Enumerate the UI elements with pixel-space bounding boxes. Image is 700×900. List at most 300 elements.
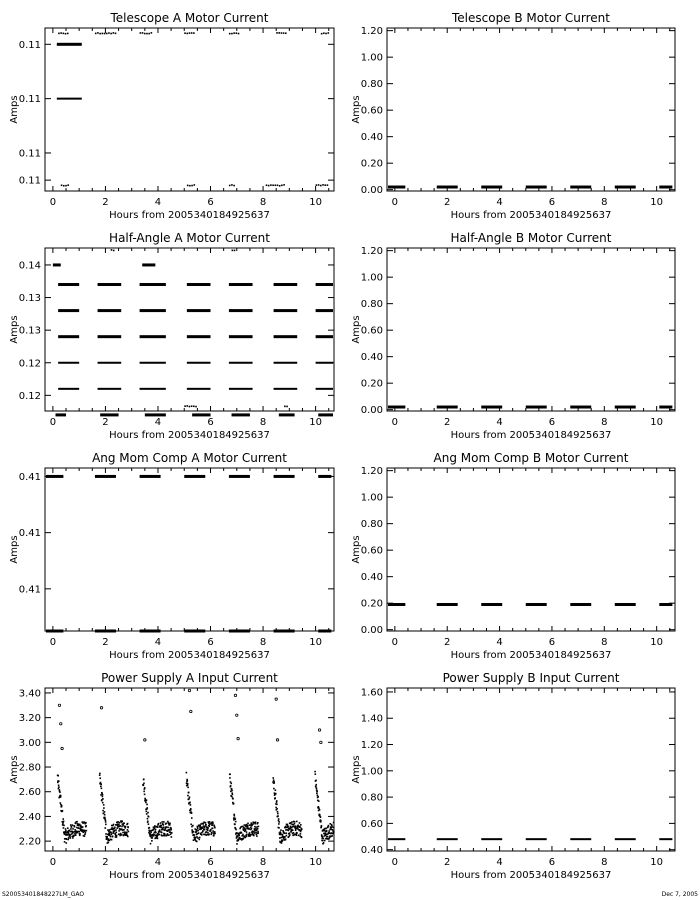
x-tick-label: 10	[650, 197, 664, 208]
data-point	[159, 829, 161, 831]
data-point	[234, 824, 236, 826]
plot-frame	[387, 468, 675, 631]
data-point	[189, 802, 191, 804]
data-point	[145, 802, 147, 804]
x-axis-label: Hours from 2005340184925637	[109, 650, 270, 661]
data-point	[249, 828, 251, 830]
data-point	[233, 803, 235, 805]
x-tick-label: 2	[102, 857, 109, 868]
data-point	[188, 798, 190, 800]
data-point	[254, 823, 256, 825]
data-segment	[615, 406, 636, 409]
x-tick-label: 4	[496, 197, 503, 208]
data-point	[255, 821, 257, 823]
data-point	[234, 250, 236, 252]
x-tick-label: 8	[601, 637, 608, 648]
data-point	[276, 803, 278, 805]
data-point	[67, 839, 69, 841]
data-point	[199, 825, 201, 827]
data-point	[325, 833, 327, 835]
data-point	[327, 184, 329, 186]
data-point	[149, 827, 151, 829]
x-tick-label: 0	[391, 637, 399, 648]
data-point	[158, 823, 160, 825]
x-tick-label: 6	[548, 637, 556, 648]
data-point	[65, 842, 67, 844]
y-tick-label: 3.00	[18, 737, 41, 749]
data-point	[284, 406, 286, 408]
data-point	[189, 185, 191, 187]
data-point	[161, 821, 163, 823]
data-point	[66, 838, 68, 840]
data-point	[209, 821, 211, 823]
data-segment	[659, 603, 672, 606]
data-point	[229, 33, 231, 35]
data-segment	[615, 186, 636, 189]
data-point	[186, 772, 188, 774]
data-point	[203, 823, 205, 825]
x-tick-label: 8	[601, 857, 608, 868]
y-tick-label: 0.12	[18, 358, 41, 370]
data-point	[74, 826, 76, 828]
data-segment	[659, 406, 672, 409]
data-point	[100, 707, 102, 709]
data-point	[163, 835, 165, 837]
data-point	[241, 832, 243, 834]
data-point	[72, 828, 74, 830]
data-point	[168, 834, 170, 836]
data-segment	[274, 283, 298, 286]
data-point	[163, 821, 165, 823]
data-point	[67, 834, 69, 836]
data-point	[245, 836, 247, 838]
data-point	[238, 33, 240, 35]
data-point	[151, 840, 153, 842]
data-point	[282, 840, 284, 842]
data-point	[232, 793, 234, 795]
data-point	[197, 830, 199, 832]
data-point	[287, 824, 289, 826]
data-point	[155, 829, 157, 831]
data-point	[59, 791, 61, 793]
data-point	[287, 826, 289, 828]
x-tick-label: 8	[259, 417, 267, 428]
data-point	[333, 827, 335, 829]
x-axis-label: Hours from 2005340184925637	[109, 210, 270, 221]
data-point	[238, 834, 240, 836]
data-point	[140, 32, 142, 34]
data-segment	[98, 335, 122, 338]
data-segment	[526, 406, 547, 409]
y-axis-label: Amps	[351, 755, 362, 784]
x-tick-label: 0	[391, 197, 399, 208]
x-tick-label: 4	[154, 417, 162, 428]
data-point	[85, 825, 87, 827]
x-tick-label: 8	[601, 197, 608, 208]
data-point	[150, 843, 152, 845]
chart-panel-5	[9, 451, 334, 661]
data-point	[191, 32, 193, 34]
data-point	[165, 823, 167, 825]
data-point	[153, 834, 155, 836]
data-point	[127, 829, 129, 831]
chart-panel-8	[351, 671, 675, 881]
data-point	[230, 783, 232, 785]
data-point	[65, 185, 67, 187]
y-tick-label: 0.20	[360, 598, 383, 610]
data-segment	[316, 388, 333, 390]
y-tick-label: 1.00	[360, 272, 383, 284]
data-segment	[481, 603, 502, 606]
y-tick-label: 1.00	[360, 492, 383, 504]
data-point	[273, 788, 275, 790]
data-point	[320, 816, 322, 818]
data-point	[63, 825, 65, 827]
data-point	[62, 818, 64, 820]
data-point	[278, 827, 280, 829]
data-point	[148, 823, 150, 825]
data-point	[323, 842, 325, 844]
y-tick-label: 0.00	[360, 625, 383, 637]
x-tick-label: 6	[207, 197, 214, 208]
chart-title: Ang Mom Comp A Motor Current	[92, 451, 287, 465]
data-point	[148, 33, 150, 35]
chart-title: Half-Angle B Motor Current	[450, 231, 612, 245]
data-point	[151, 32, 153, 34]
data-point	[251, 828, 253, 830]
data-segment	[274, 475, 295, 478]
x-tick-label: 10	[309, 857, 322, 868]
x-axis-label: Hours from 2005340184925637	[109, 430, 270, 441]
data-point	[86, 830, 88, 832]
x-tick-label: 6	[548, 857, 556, 868]
data-point	[121, 834, 123, 836]
data-point	[198, 832, 200, 834]
data-point	[187, 185, 189, 187]
data-point	[160, 822, 162, 824]
y-tick-label: 0.14	[18, 260, 41, 272]
y-tick-label: 0.80	[360, 792, 383, 804]
x-tick-label: 0	[49, 857, 57, 868]
data-point	[270, 184, 272, 186]
x-tick-label: 4	[154, 857, 162, 868]
data-point	[245, 829, 247, 831]
data-segment	[274, 335, 298, 338]
data-point	[294, 823, 296, 825]
data-point	[148, 816, 150, 818]
data-point	[233, 32, 235, 34]
data-point	[276, 800, 278, 802]
y-axis-label: Amps	[9, 95, 20, 124]
data-point	[106, 836, 108, 838]
data-point	[189, 32, 191, 34]
data-point	[155, 830, 157, 832]
data-point	[275, 793, 277, 795]
y-axis-label: Amps	[9, 755, 20, 784]
y-tick-label: 0.41	[18, 528, 41, 540]
data-point	[250, 822, 252, 824]
data-segment	[95, 630, 116, 633]
data-point	[108, 833, 110, 835]
data-segment	[659, 186, 672, 189]
x-tick-label: 2	[102, 637, 109, 648]
data-point	[210, 829, 212, 831]
data-point	[229, 777, 231, 779]
data-point	[301, 837, 303, 839]
data-marks	[388, 406, 672, 409]
data-point	[58, 785, 60, 787]
data-point	[60, 32, 62, 34]
data-point	[106, 33, 108, 35]
data-segment	[316, 309, 333, 312]
data-point	[327, 836, 329, 838]
data-point	[253, 835, 255, 837]
data-segment	[100, 413, 118, 416]
data-point	[256, 835, 258, 837]
data-point	[118, 824, 120, 826]
y-axis-label: Amps	[9, 535, 20, 564]
data-point	[231, 788, 233, 790]
data-point	[188, 689, 190, 691]
chart-title: Ang Mom Comp B Motor Current	[433, 451, 629, 465]
data-point	[319, 809, 321, 811]
data-point	[281, 842, 283, 844]
data-point	[204, 826, 206, 828]
data-point	[205, 822, 207, 824]
data-point	[254, 826, 256, 828]
data-point	[169, 829, 171, 831]
data-point	[289, 832, 291, 834]
data-point	[108, 842, 110, 844]
data-point	[285, 32, 287, 34]
data-point	[63, 821, 65, 823]
data-point	[320, 741, 322, 743]
data-point	[285, 832, 287, 834]
x-axis-label: Hours from 2005340184925637	[450, 430, 612, 441]
data-point	[62, 810, 64, 812]
data-point	[57, 775, 59, 777]
data-point	[324, 184, 326, 186]
data-point	[275, 789, 277, 791]
data-point	[276, 32, 278, 34]
data-point	[201, 834, 203, 836]
data-point	[189, 796, 191, 798]
data-point	[110, 832, 112, 834]
data-point	[114, 830, 116, 832]
data-point	[317, 795, 319, 797]
data-point	[193, 32, 195, 34]
data-point	[115, 33, 117, 35]
data-point	[277, 811, 279, 813]
data-point	[318, 806, 320, 808]
data-point	[299, 822, 301, 824]
data-segment	[570, 406, 591, 409]
chart-title: Power Supply A Input Current	[101, 671, 278, 685]
data-point	[293, 832, 295, 834]
data-point	[193, 184, 195, 186]
data-point	[280, 829, 282, 831]
plot-frame	[387, 248, 675, 411]
data-point	[170, 828, 172, 830]
data-point	[196, 841, 198, 843]
y-tick-label: 1.00	[360, 766, 383, 778]
y-tick-label: 1.20	[360, 26, 383, 38]
data-point	[212, 830, 214, 832]
data-point	[321, 825, 323, 827]
data-point	[112, 836, 114, 838]
data-point	[191, 185, 193, 187]
y-tick-label: 0.40	[360, 845, 383, 857]
data-point	[254, 832, 256, 834]
data-segment	[140, 283, 166, 286]
data-point	[325, 33, 327, 35]
data-segment	[56, 413, 67, 416]
data-point	[123, 822, 125, 824]
data-point	[147, 820, 149, 822]
data-point	[144, 794, 146, 796]
data-point	[277, 184, 279, 186]
data-segment	[481, 186, 502, 189]
data-segment	[229, 362, 253, 364]
data-point	[212, 828, 214, 830]
data-point	[199, 837, 201, 839]
y-tick-label: 0.40	[360, 132, 383, 144]
data-point	[60, 723, 62, 725]
data-segment	[229, 283, 253, 286]
y-tick-label: 0.00	[360, 405, 383, 417]
data-point	[113, 32, 115, 34]
data-point	[191, 405, 193, 407]
data-point	[151, 837, 153, 839]
data-point	[164, 829, 166, 831]
data-point	[119, 822, 121, 824]
chart-panel-7	[9, 671, 335, 881]
data-point	[316, 184, 318, 186]
chart-panel-3	[9, 231, 334, 441]
chart-panel-2	[351, 11, 675, 221]
data-point	[100, 794, 102, 796]
data-point	[234, 694, 236, 696]
data-point	[276, 808, 278, 810]
data-point	[328, 838, 330, 840]
data-point	[65, 33, 67, 35]
data-point	[321, 33, 323, 35]
data-point	[281, 837, 283, 839]
data-segment	[53, 263, 61, 266]
data-marks	[46, 475, 331, 633]
y-tick-label: 1.40	[360, 713, 383, 725]
data-point	[193, 405, 195, 407]
data-point	[73, 835, 75, 837]
data-point	[75, 834, 77, 836]
chart-title: Half-Angle A Motor Current	[109, 231, 270, 245]
data-point	[278, 818, 280, 820]
data-point	[99, 33, 101, 35]
data-point	[113, 824, 115, 826]
x-tick-label: 0	[391, 857, 399, 868]
data-point	[231, 796, 233, 798]
x-tick-label: 8	[259, 857, 267, 868]
data-point	[146, 807, 148, 809]
x-axis-label: Hours from 2005340184925637	[109, 870, 270, 881]
data-point	[320, 185, 322, 187]
data-point	[320, 820, 322, 822]
data-point	[322, 184, 324, 186]
data-segment	[46, 630, 63, 633]
data-point	[143, 783, 145, 785]
data-point	[118, 830, 120, 832]
data-point	[190, 808, 192, 810]
y-tick-label: 0.60	[360, 545, 383, 557]
data-point	[84, 830, 86, 832]
y-tick-label: 2.20	[18, 836, 41, 848]
data-point	[195, 406, 197, 408]
data-point	[318, 807, 320, 809]
x-tick-label: 2	[444, 637, 451, 648]
data-point	[67, 33, 69, 35]
data-segment	[187, 283, 211, 286]
data-point	[229, 773, 231, 775]
data-point	[193, 834, 195, 836]
data-point	[285, 838, 287, 840]
data-point	[190, 804, 192, 806]
data-segment	[318, 475, 331, 478]
x-tick-label: 10	[650, 417, 664, 428]
plot-frame	[387, 688, 675, 851]
data-point	[60, 802, 62, 804]
data-point	[70, 828, 72, 830]
data-point	[208, 833, 210, 835]
data-point	[65, 830, 67, 832]
data-segment	[481, 406, 502, 409]
data-point	[102, 796, 104, 798]
data-point	[257, 831, 259, 833]
data-point	[104, 33, 106, 35]
data-point	[160, 825, 162, 827]
data-segment	[388, 838, 405, 840]
data-point	[327, 32, 329, 34]
x-tick-label: 10	[309, 197, 322, 208]
data-point	[119, 825, 121, 827]
data-segment	[570, 838, 591, 840]
data-point	[84, 834, 86, 836]
data-point	[161, 835, 163, 837]
data-point	[231, 790, 233, 792]
data-point	[123, 829, 125, 831]
data-segment	[388, 186, 405, 189]
y-tick-label: 3.20	[18, 713, 41, 725]
data-point	[64, 841, 66, 843]
data-point	[143, 791, 145, 793]
data-point	[127, 823, 129, 825]
data-point	[60, 795, 62, 797]
y-tick-label: 0.40	[360, 352, 383, 364]
y-tick-label: 0.20	[360, 158, 383, 170]
data-point	[104, 814, 106, 816]
y-tick-label: 1.20	[360, 246, 383, 258]
data-point	[99, 773, 101, 775]
data-segment	[229, 630, 250, 633]
data-point	[233, 185, 235, 187]
data-point	[232, 798, 234, 800]
data-point	[314, 771, 316, 773]
x-tick-label: 10	[650, 857, 664, 868]
data-point	[167, 821, 169, 823]
plot-frame	[45, 28, 334, 191]
data-point	[273, 781, 275, 783]
x-tick-label: 10	[309, 637, 322, 648]
data-point	[277, 815, 279, 817]
